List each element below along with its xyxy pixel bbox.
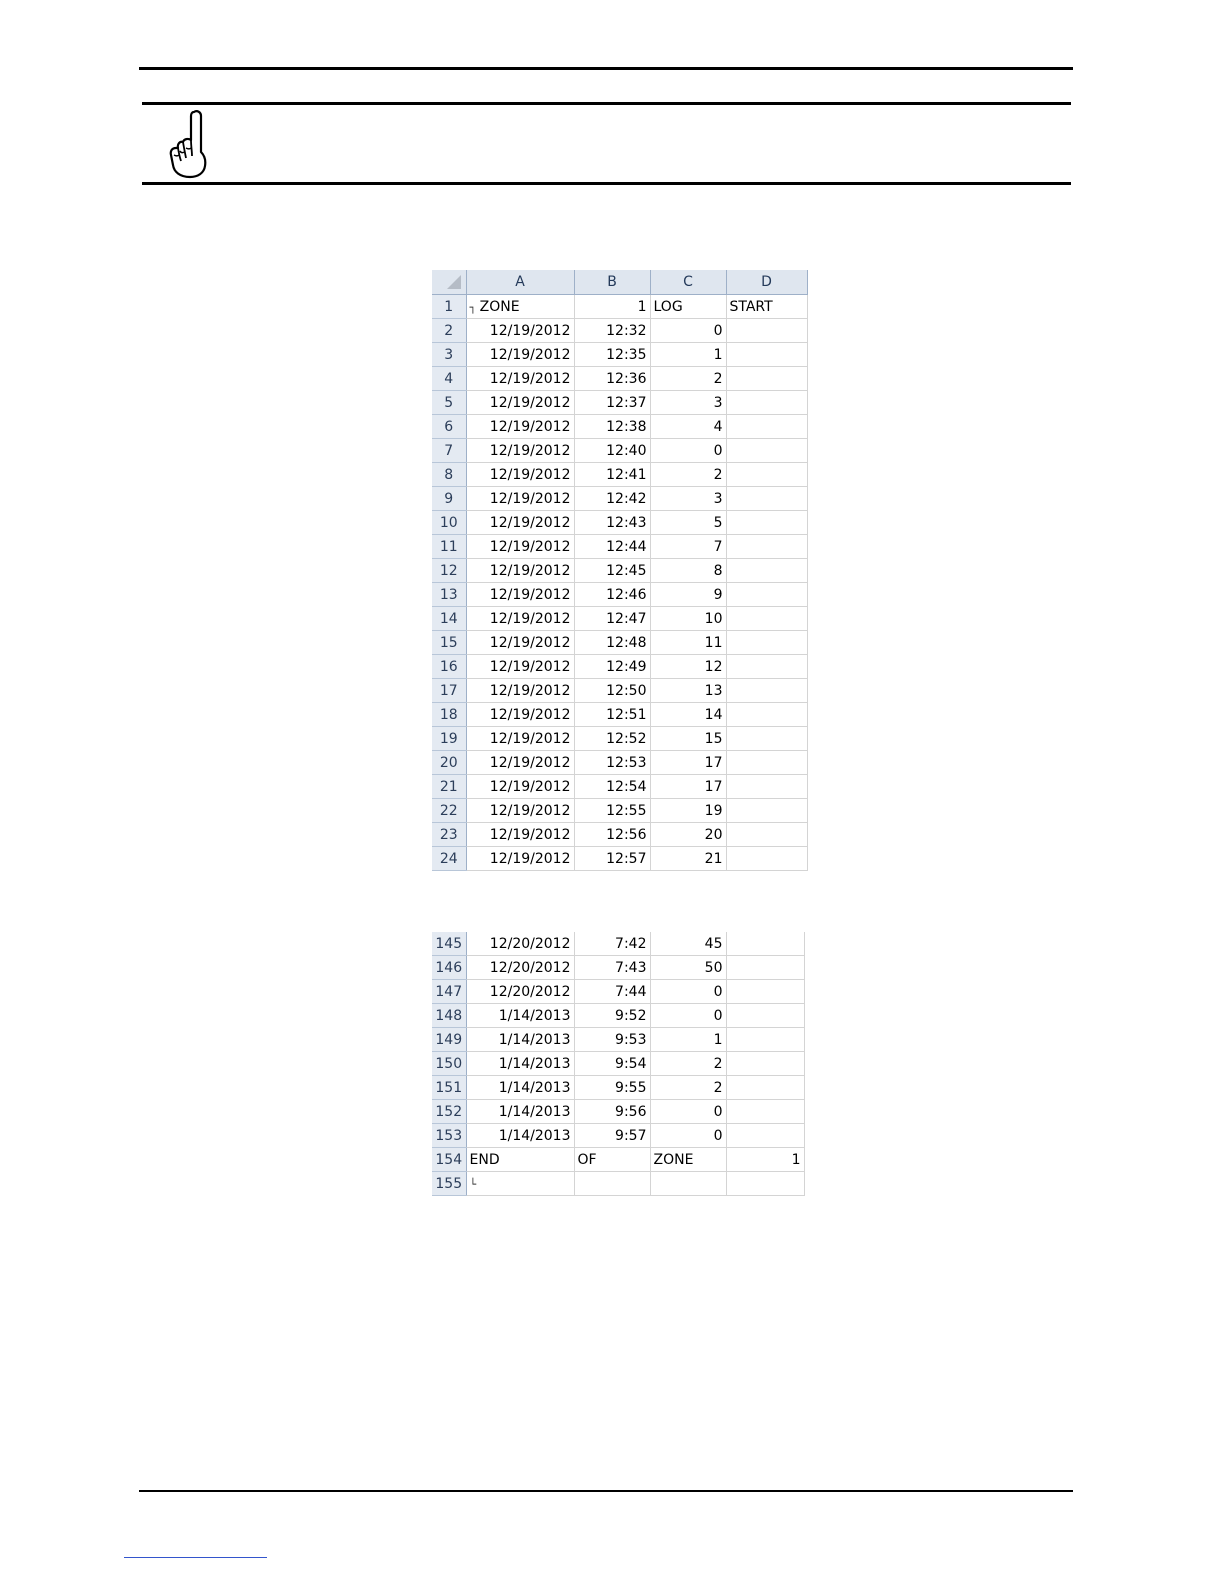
cell-d[interactable]: [726, 559, 807, 583]
cell-c[interactable]: 4: [650, 415, 726, 439]
cell-a[interactable]: END: [466, 1148, 574, 1172]
cell-c[interactable]: LOG: [650, 295, 726, 319]
cell-a[interactable]: 12/19/2012: [466, 415, 574, 439]
cell-b[interactable]: 12:50: [574, 679, 650, 703]
row-header[interactable]: 147: [432, 980, 466, 1004]
cell-d[interactable]: [726, 956, 804, 980]
cell-c[interactable]: 12: [650, 655, 726, 679]
row-header[interactable]: 2: [432, 319, 466, 343]
cell-b[interactable]: 12:57: [574, 847, 650, 871]
row-header[interactable]: 154: [432, 1148, 466, 1172]
cell-a[interactable]: 12/19/2012: [466, 391, 574, 415]
cell-b[interactable]: 12:37: [574, 391, 650, 415]
cell-d[interactable]: [726, 535, 807, 559]
cell-a[interactable]: 12/20/2012: [466, 980, 574, 1004]
table-row: [432, 956, 804, 980]
row-header[interactable]: 19: [432, 727, 466, 751]
cell-a[interactable]: 12/19/2012: [466, 367, 574, 391]
cell-c[interactable]: 13: [650, 679, 726, 703]
cell-a[interactable]: 1/14/2013: [466, 1124, 574, 1148]
row-header[interactable]: 1: [432, 295, 466, 319]
cell-c[interactable]: 0: [650, 1004, 726, 1028]
footer-rule: [139, 1490, 1073, 1492]
cell-b[interactable]: 12:45: [574, 559, 650, 583]
cell-a[interactable]: 12/19/2012: [466, 703, 574, 727]
cell-c[interactable]: 19: [650, 799, 726, 823]
table-row: [432, 511, 807, 535]
row-header[interactable]: 24: [432, 847, 466, 871]
row-header[interactable]: 146: [432, 956, 466, 980]
cell-d[interactable]: [726, 799, 807, 823]
cell-c[interactable]: 7: [650, 535, 726, 559]
cell-a[interactable]: 12/19/2012: [466, 439, 574, 463]
column-header-b[interactable]: B: [574, 270, 650, 295]
table-row: [432, 439, 807, 463]
table-row: [432, 932, 804, 956]
cell-d[interactable]: [726, 1052, 804, 1076]
cell-b[interactable]: 12:42: [574, 487, 650, 511]
table-row: [432, 463, 807, 487]
table-row: [432, 1004, 804, 1028]
cell-a[interactable]: 1/14/2013: [466, 1004, 574, 1028]
cell-b[interactable]: 12:51: [574, 703, 650, 727]
table-row: [432, 631, 807, 655]
row-header[interactable]: 151: [432, 1076, 466, 1100]
cell-d[interactable]: [726, 391, 807, 415]
table-row: [432, 1028, 804, 1052]
cell-d[interactable]: [726, 932, 804, 956]
cell-b[interactable]: 12:55: [574, 799, 650, 823]
table-row: [432, 415, 807, 439]
cell-c[interactable]: 2: [650, 1076, 726, 1100]
cell-c[interactable]: 17: [650, 775, 726, 799]
row-header[interactable]: 149: [432, 1028, 466, 1052]
cell-a[interactable]: 12/20/2012: [466, 932, 574, 956]
row-header[interactable]: 11: [432, 535, 466, 559]
table-row: [432, 535, 807, 559]
cell-c[interactable]: 3: [650, 487, 726, 511]
row-header[interactable]: 7: [432, 439, 466, 463]
cell-a[interactable]: 12/19/2012: [466, 751, 574, 775]
cell-b[interactable]: 7:43: [574, 956, 650, 980]
row-header[interactable]: 22: [432, 799, 466, 823]
cell-a[interactable]: 12/19/2012: [466, 799, 574, 823]
row-header[interactable]: 18: [432, 703, 466, 727]
spreadsheet-bottom: [432, 932, 805, 1196]
cell-b[interactable]: 1: [574, 295, 650, 319]
row-header[interactable]: 148: [432, 1004, 466, 1028]
cell-b[interactable]: 9:57: [574, 1124, 650, 1148]
cell-b[interactable]: 12:40: [574, 439, 650, 463]
cell-d[interactable]: [726, 487, 807, 511]
table-row: [432, 487, 807, 511]
row-header[interactable]: 14: [432, 607, 466, 631]
cell-a[interactable]: 12/19/2012: [466, 607, 574, 631]
row-header[interactable]: 152: [432, 1100, 466, 1124]
cell-c[interactable]: 3: [650, 391, 726, 415]
row-header[interactable]: 16: [432, 655, 466, 679]
cell-b[interactable]: 7:44: [574, 980, 650, 1004]
table-row: [432, 559, 807, 583]
cell-c[interactable]: 10: [650, 607, 726, 631]
cell-b[interactable]: [574, 1172, 650, 1196]
cell-a[interactable]: 12/19/2012: [466, 559, 574, 583]
cell-a[interactable]: 1/14/2013: [466, 1028, 574, 1052]
cell-b[interactable]: 12:44: [574, 535, 650, 559]
row-header[interactable]: 145: [432, 932, 466, 956]
table-row: [432, 319, 807, 343]
cell-a[interactable]: 12/19/2012: [466, 463, 574, 487]
cell-c[interactable]: 14: [650, 703, 726, 727]
cell-b[interactable]: 12:32: [574, 319, 650, 343]
cell-a[interactable]: [466, 1172, 574, 1196]
row-header[interactable]: 15: [432, 631, 466, 655]
table-row: [432, 607, 807, 631]
cell-a[interactable]: 1/14/2013: [466, 1052, 574, 1076]
cell-c[interactable]: 45: [650, 932, 726, 956]
select-all-corner[interactable]: [432, 270, 466, 295]
cell-b[interactable]: 9:56: [574, 1100, 650, 1124]
table-row: [432, 391, 807, 415]
bracket-mark: └: [469, 1177, 477, 1191]
table-row: [432, 655, 807, 679]
cell-d[interactable]: [726, 823, 807, 847]
cell-a[interactable]: 12/19/2012: [466, 823, 574, 847]
cell-b[interactable]: 12:48: [574, 631, 650, 655]
cell-c[interactable]: 1: [650, 343, 726, 367]
table-row: [432, 775, 807, 799]
cell-d[interactable]: [726, 847, 807, 871]
table-row: [432, 1076, 804, 1100]
cell-b[interactable]: 12:41: [574, 463, 650, 487]
cell-a[interactable]: 12/19/2012: [466, 535, 574, 559]
row-header[interactable]: 10: [432, 511, 466, 535]
footer-link-underline: [124, 1557, 267, 1558]
cell-b[interactable]: 12:43: [574, 511, 650, 535]
cell-b[interactable]: 7:42: [574, 932, 650, 956]
cell-b[interactable]: 9:54: [574, 1052, 650, 1076]
cell-a[interactable]: 12/19/2012: [466, 487, 574, 511]
table-row: [432, 343, 807, 367]
row-header[interactable]: 3: [432, 343, 466, 367]
cell-d[interactable]: [726, 319, 807, 343]
cell-b[interactable]: OF: [574, 1148, 650, 1172]
cell-b[interactable]: 12:35: [574, 343, 650, 367]
table-row: [432, 679, 807, 703]
cell-a[interactable]: 12/19/2012: [466, 511, 574, 535]
cell-c[interactable]: 15: [650, 727, 726, 751]
row-header[interactable]: 13: [432, 583, 466, 607]
cell-b[interactable]: 12:53: [574, 751, 650, 775]
cell-b[interactable]: 12:46: [574, 583, 650, 607]
column-header-row: [432, 270, 807, 295]
table-row: [432, 1100, 804, 1124]
row-header[interactable]: 150: [432, 1052, 466, 1076]
cell-b[interactable]: 9:52: [574, 1004, 650, 1028]
cell-d[interactable]: [726, 1124, 804, 1148]
cell-c[interactable]: 21: [650, 847, 726, 871]
row-header[interactable]: 155: [432, 1172, 466, 1196]
row-header[interactable]: 21: [432, 775, 466, 799]
cell-c[interactable]: 5: [650, 511, 726, 535]
cell-c[interactable]: 2: [650, 367, 726, 391]
cell-d[interactable]: START: [726, 295, 807, 319]
cell-c[interactable]: 0: [650, 980, 726, 1004]
cell-d[interactable]: [726, 1172, 804, 1196]
cell-c[interactable]: 2: [650, 463, 726, 487]
table-row: [432, 1052, 804, 1076]
row-header[interactable]: 8: [432, 463, 466, 487]
row-header[interactable]: 153: [432, 1124, 466, 1148]
column-header-d[interactable]: D: [726, 270, 807, 295]
cell-a[interactable]: 1/14/2013: [466, 1100, 574, 1124]
cell-d[interactable]: [726, 679, 807, 703]
cell-b[interactable]: 12:54: [574, 775, 650, 799]
row-header[interactable]: 4: [432, 367, 466, 391]
cell-d[interactable]: 1: [726, 1148, 804, 1172]
spreadsheet-top: [432, 270, 808, 871]
cell-c[interactable]: 8: [650, 559, 726, 583]
cell-b[interactable]: 12:38: [574, 415, 650, 439]
table-row: [432, 1172, 804, 1196]
table-row: [432, 799, 807, 823]
cell-d[interactable]: [726, 775, 807, 799]
cell-d[interactable]: [726, 631, 807, 655]
note-top-rule: [142, 102, 1071, 105]
cell-d[interactable]: [726, 1004, 804, 1028]
cell-b[interactable]: 12:52: [574, 727, 650, 751]
cell-b[interactable]: 9:55: [574, 1076, 650, 1100]
cell-d[interactable]: [726, 607, 807, 631]
row-header[interactable]: 23: [432, 823, 466, 847]
row-header[interactable]: 6: [432, 415, 466, 439]
table-row: [432, 583, 807, 607]
cell-c[interactable]: 0: [650, 1100, 726, 1124]
row-header[interactable]: 12: [432, 559, 466, 583]
cell-a[interactable]: 12/19/2012: [466, 847, 574, 871]
cell-a[interactable]: 12/19/2012: [466, 655, 574, 679]
table-row: [432, 823, 807, 847]
column-header-a[interactable]: A: [466, 270, 574, 295]
cell-d[interactable]: [726, 727, 807, 751]
cell-d[interactable]: [726, 980, 804, 1004]
cell-d[interactable]: [726, 751, 807, 775]
column-header-c[interactable]: C: [650, 270, 726, 295]
table-row: [432, 1124, 804, 1148]
cell-b[interactable]: 9:53: [574, 1028, 650, 1052]
cell-d[interactable]: [726, 1028, 804, 1052]
cell-a[interactable]: 12/19/2012: [466, 679, 574, 703]
cell-a[interactable]: 12/19/2012: [466, 631, 574, 655]
row-header[interactable]: 20: [432, 751, 466, 775]
cell-b[interactable]: 12:49: [574, 655, 650, 679]
cell-c[interactable]: 17: [650, 751, 726, 775]
table-row: [432, 295, 807, 319]
cell-d[interactable]: [726, 703, 807, 727]
table-row: [432, 727, 807, 751]
cell-d[interactable]: [726, 511, 807, 535]
cell-a[interactable]: 12/19/2012: [466, 319, 574, 343]
cell-c[interactable]: 0: [650, 439, 726, 463]
cell-c[interactable]: 0: [650, 1124, 726, 1148]
cell-b[interactable]: 12:56: [574, 823, 650, 847]
cell-d[interactable]: [726, 463, 807, 487]
cell-d[interactable]: [726, 655, 807, 679]
cell-a[interactable]: 12/19/2012: [466, 775, 574, 799]
cell-a[interactable]: 1/14/2013: [466, 1076, 574, 1100]
cell-a[interactable]: 12/19/2012: [466, 727, 574, 751]
table-row: [432, 703, 807, 727]
cell-d[interactable]: [726, 1076, 804, 1100]
note-bottom-rule: [142, 182, 1071, 185]
cell-c[interactable]: 0: [650, 319, 726, 343]
cell-c[interactable]: 9: [650, 583, 726, 607]
row-header[interactable]: 9: [432, 487, 466, 511]
row-header[interactable]: 17: [432, 679, 466, 703]
cell-c[interactable]: [650, 1172, 726, 1196]
table-row: [432, 847, 807, 871]
cell-a[interactable]: 12/20/2012: [466, 956, 574, 980]
cell-a[interactable]: 12/19/2012: [466, 583, 574, 607]
cell-c[interactable]: 20: [650, 823, 726, 847]
table-row: [432, 980, 804, 1004]
row-header[interactable]: 5: [432, 391, 466, 415]
pointing-hand-icon: [166, 108, 210, 180]
cell-a[interactable]: ┐ ZONE: [466, 295, 574, 319]
cell-a[interactable]: 12/19/2012: [466, 343, 574, 367]
table-row: [432, 367, 807, 391]
cell-c[interactable]: 11: [650, 631, 726, 655]
cell-d[interactable]: [726, 1100, 804, 1124]
cell-d[interactable]: [726, 343, 807, 367]
cell-d[interactable]: [726, 415, 807, 439]
cell-b[interactable]: 12:47: [574, 607, 650, 631]
cell-d[interactable]: [726, 583, 807, 607]
cell-b[interactable]: 12:36: [574, 367, 650, 391]
table-row: [432, 1148, 804, 1172]
header-rule: [139, 67, 1073, 70]
cell-c[interactable]: ZONE: [650, 1148, 726, 1172]
cell-c[interactable]: 2: [650, 1052, 726, 1076]
cell-c[interactable]: 1: [650, 1028, 726, 1052]
table-row: [432, 751, 807, 775]
cell-c[interactable]: 50: [650, 956, 726, 980]
cell-d[interactable]: [726, 439, 807, 463]
cell-d[interactable]: [726, 367, 807, 391]
bracket-mark: ┐: [469, 300, 480, 314]
